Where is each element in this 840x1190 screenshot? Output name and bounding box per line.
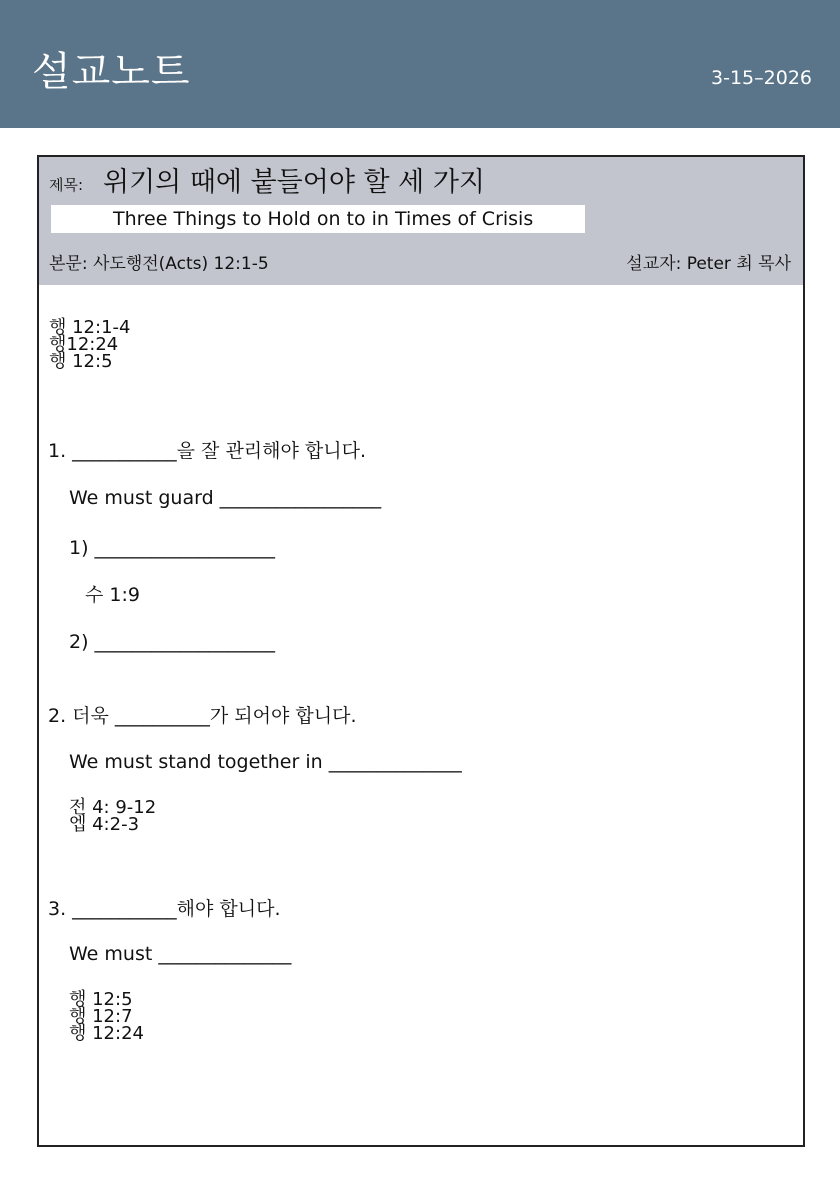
sermon-title: 위기의 때에 붙들어야 할 세 가지 [103, 167, 485, 198]
preacher-name: 설교자: Peter 최 목사 [626, 254, 791, 274]
title-label: 제목: [49, 176, 84, 194]
point-2-reference: 엡 4:2-3 [69, 814, 140, 835]
point-3-reference: 행 12:24 [69, 1023, 144, 1044]
point-1-english: We must guard _________________ [69, 487, 382, 509]
sermon-info-box [39, 157, 803, 285]
top-banner [0, 0, 840, 128]
english-title: Three Things to Hold on to in Times of Crisis [113, 208, 534, 230]
point-1-heading: 1. ___________을 잘 관리해야 합니다. [48, 440, 367, 462]
point-1-sub-1: 1) ___________________ [69, 537, 276, 559]
sermon-date: 3-15–2026 [711, 67, 812, 89]
point-1-sub-2: 2) ___________________ [69, 631, 276, 653]
point-3-reference: 행 12:5 [69, 989, 133, 1010]
intro-reference: 행 12:5 [49, 351, 113, 372]
point-2-reference: 전 4: 9-12 [69, 797, 157, 818]
point-3-reference: 행 12:7 [69, 1006, 133, 1027]
point-2-heading: 2. 더욱 __________가 되어야 합니다. [48, 705, 357, 727]
intro-reference: 행 12:1-4 [49, 317, 131, 338]
point-3-english: We must ______________ [69, 943, 292, 965]
point-1-sub-1-reference: 수 1:9 [85, 584, 140, 606]
page-title: 설교노트 [32, 49, 191, 95]
english-title-bar [51, 205, 585, 233]
point-2-english: We must stand together in ______________ [69, 751, 462, 773]
point-3-heading: 3. ___________해야 합니다. [48, 898, 281, 920]
intro-reference: 행12:24 [49, 334, 119, 355]
sermon-note-frame [37, 155, 805, 1147]
scripture-passage: 본문: 사도행전(Acts) 12:1-5 [49, 254, 269, 274]
